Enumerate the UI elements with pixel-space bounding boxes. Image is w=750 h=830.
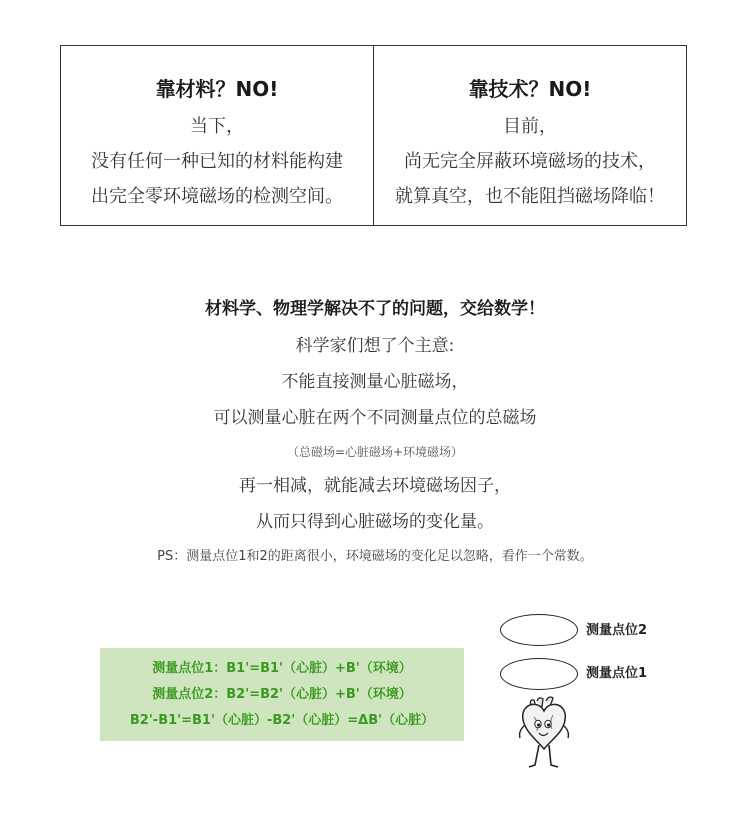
- material-line: 出完全零环境磁场的检测空间。: [91, 186, 343, 207]
- formula-line: 测量点位1：B1'=B1'（心脏）+B'（环境）: [152, 661, 412, 676]
- explanation-line: 再一相减，就能减去环境磁场因子，: [239, 476, 511, 496]
- explanation-title: 材料学、物理学解决不了的问题，交给数学！: [205, 299, 545, 319]
- material-title: 靠材料？NO!: [155, 77, 279, 101]
- comparison-table: [60, 45, 687, 226]
- technology-line: 目前，: [503, 116, 557, 137]
- material-line: 没有任何一种已知的材料能构建: [91, 151, 343, 172]
- technology-title: 靠技术？NO!: [468, 77, 592, 101]
- explanation-line: 从而只得到心脏磁场的变化量。: [256, 512, 494, 532]
- measure-point-1-label: 测量点位1: [586, 666, 648, 681]
- formula-box: [100, 648, 464, 741]
- material-line: 当下，: [190, 116, 244, 137]
- explanation-line: 科学家们想了个主意:: [295, 336, 455, 356]
- explanation-note: （总磁场=心脏磁场+环境磁场）: [286, 445, 464, 459]
- measure-point-2-label: 测量点位2: [586, 623, 648, 638]
- explanation-section: [0, 296, 750, 574]
- technology-line: 尚无完全屏蔽环境磁场的技术，: [404, 151, 656, 172]
- measure-point-1-ellipse: [500, 658, 578, 690]
- explanation-line: 不能直接测量心脏磁场，: [281, 372, 469, 392]
- measure-point-2-ellipse: [500, 614, 578, 646]
- cartoon-heart-icon: [515, 695, 573, 773]
- ps-note: PS：测量点位1和2的距离很小，环境磁场的变化足以忽略，看作一个常数。: [157, 549, 593, 564]
- technology-line: 就算真空，也不能阻挡磁场降临！: [395, 186, 665, 207]
- material-box: [61, 46, 373, 225]
- formula-line: B2'-B1'=B1'（心脏）-B2'（心脏）=ΔB'（心脏）: [129, 713, 435, 728]
- technology-box: [373, 46, 686, 225]
- formula-line: 测量点位2：B2'=B2'（心脏）+B'（环境）: [152, 687, 412, 702]
- explanation-line: 可以测量心脏在两个不同测量点位的总磁场: [213, 408, 537, 428]
